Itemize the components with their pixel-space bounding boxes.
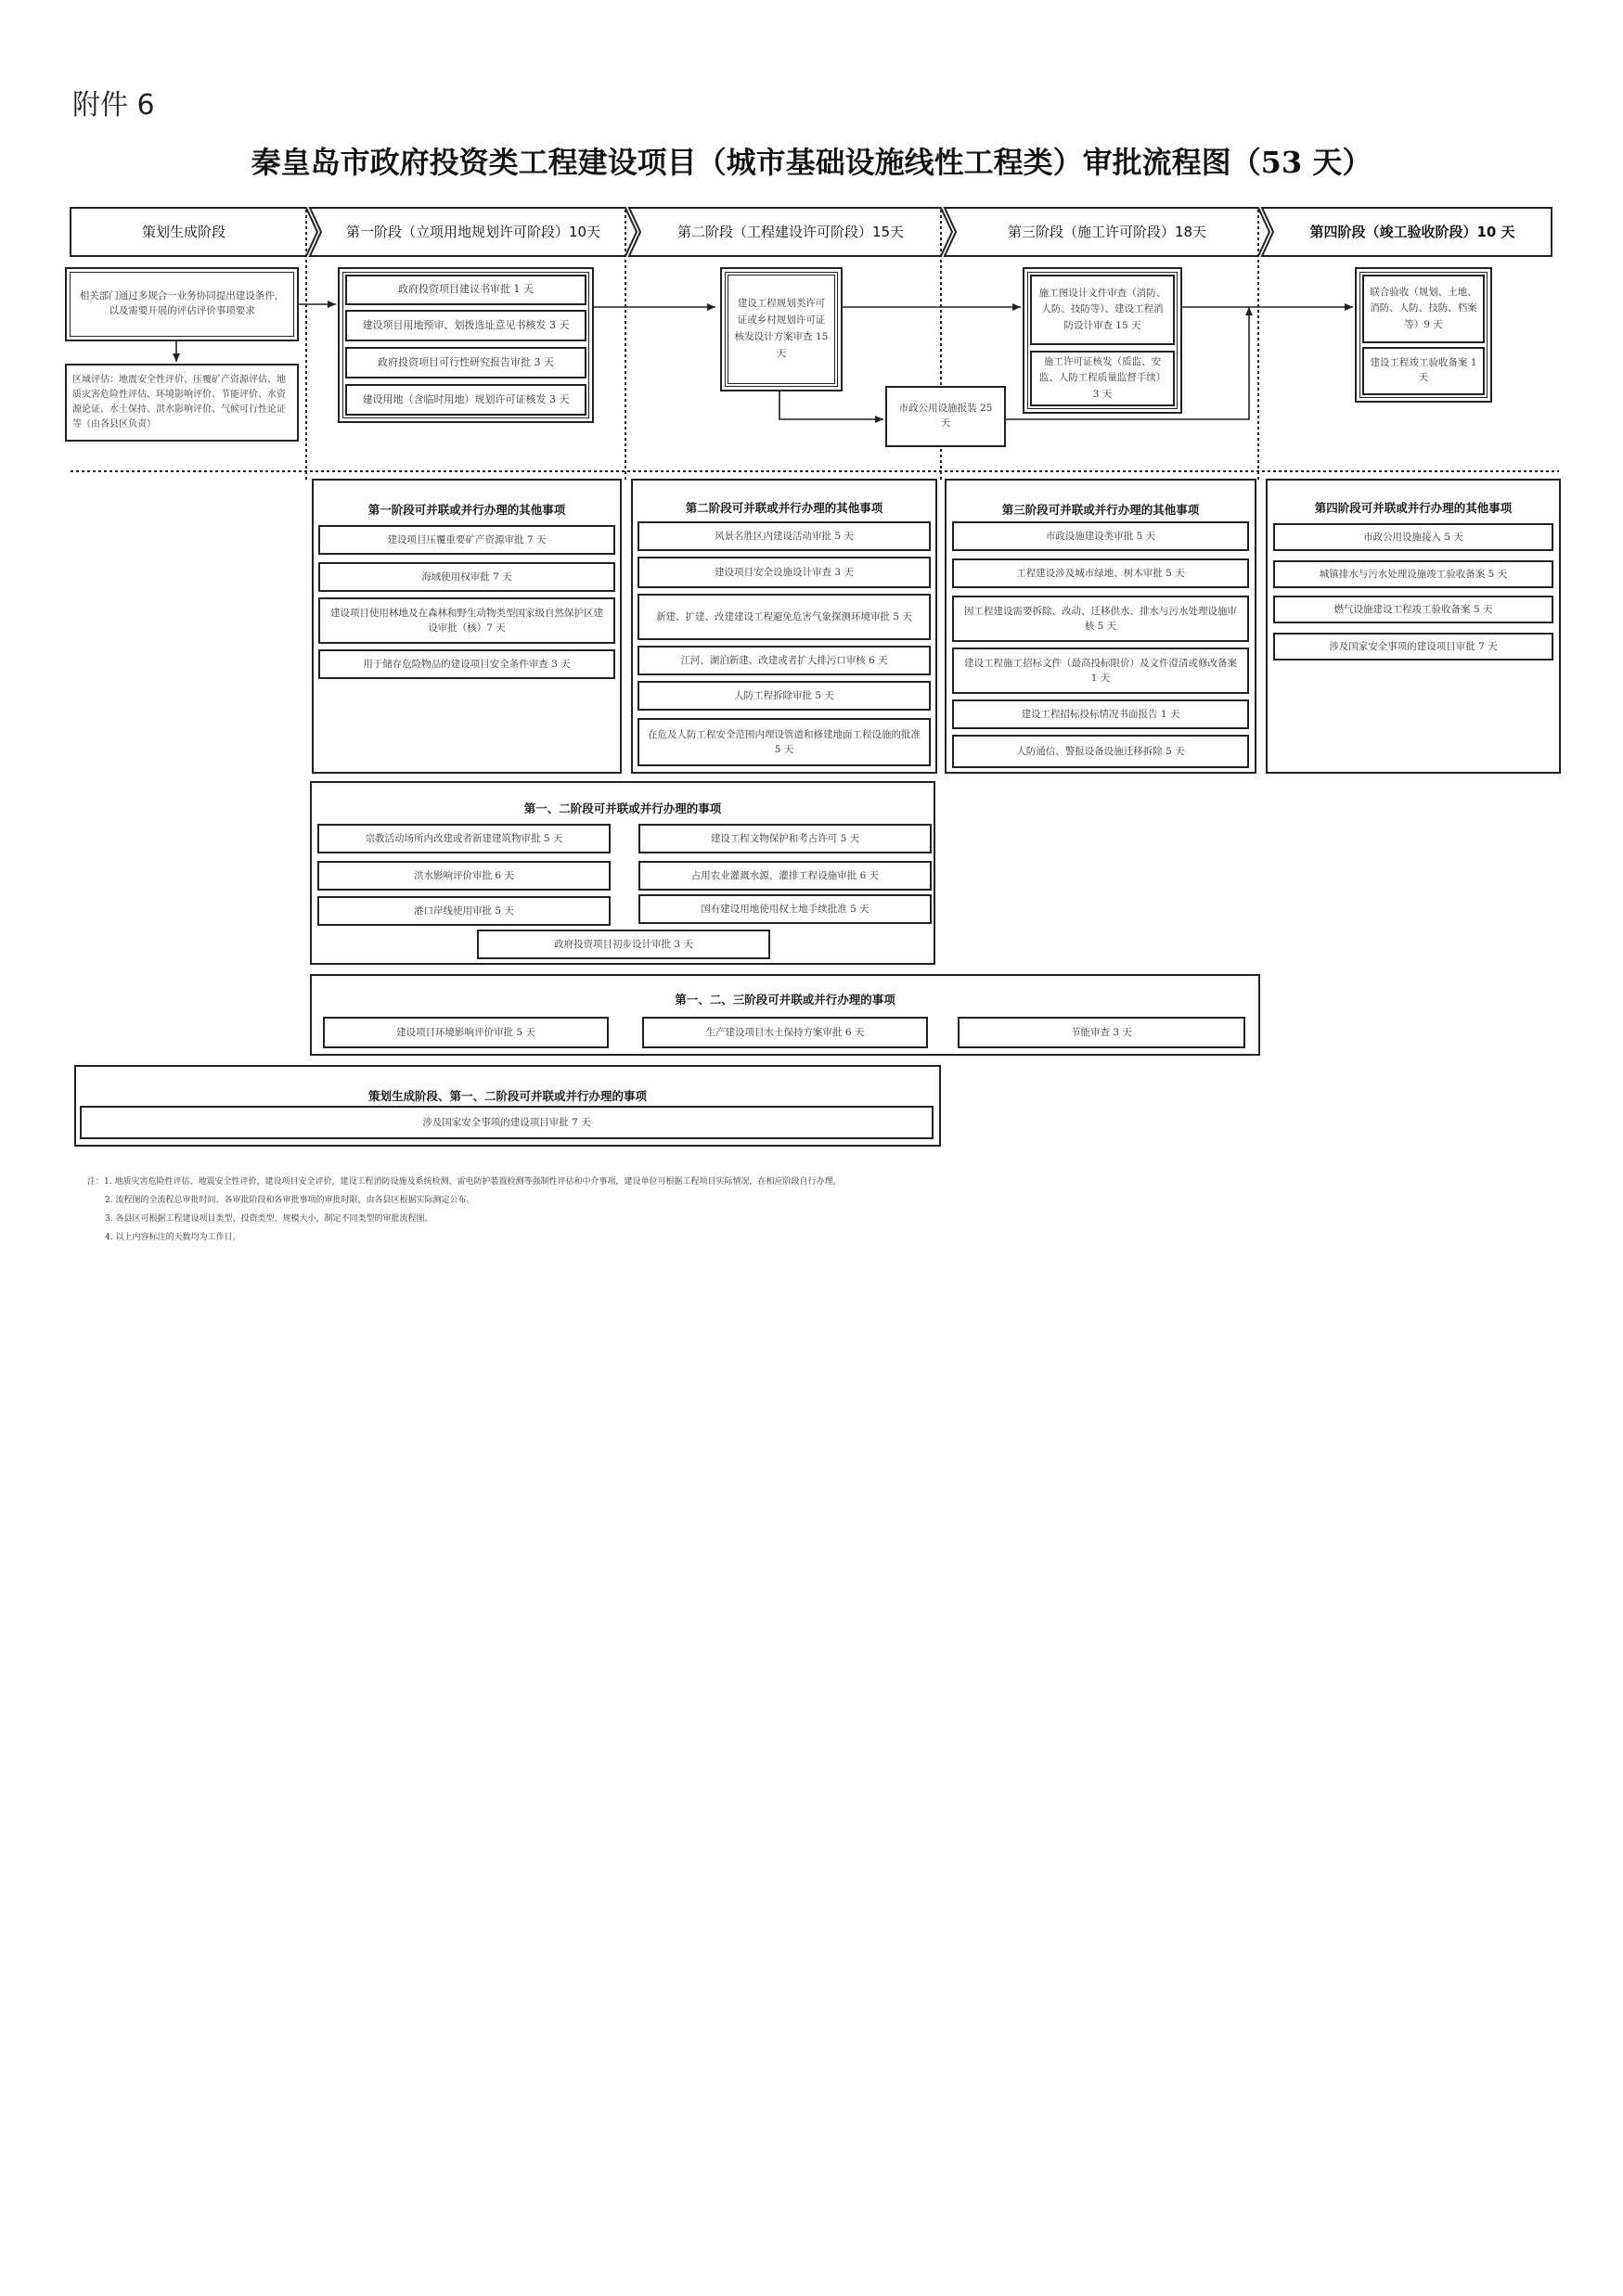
parallel-stage1-panel xyxy=(312,479,622,774)
parallel-item: 涉及国家安全事项的建设项目审批 7 天 xyxy=(1273,633,1553,661)
parallel-item: 市政公用设施接入 5 天 xyxy=(1273,523,1553,551)
panel-title: 第四阶段可并联或并行办理的其他事项 xyxy=(1314,501,1513,515)
stage4-item: 建设工程竣工验收备案 1 天 xyxy=(1362,347,1485,395)
parallel-item: 港口岸线使用审批 5 天 xyxy=(317,896,611,926)
parallel-stage12-panel xyxy=(310,781,935,965)
stage1-item: 政府投资项目建议书审批 1 天 xyxy=(345,275,586,305)
stage2-main-group xyxy=(720,267,843,391)
parallel-item: 用于储存危险物品的建设项目安全条件审查 3 天 xyxy=(318,649,615,679)
stage-label-2: 第二阶段（工程建设许可阶段）15天 xyxy=(676,224,905,240)
parallel-item: 新建、扩建、改建建设工程避免危害气象探测环境审批 5 天 xyxy=(638,594,931,640)
footnote: 2. 流程图的全流程总审批时间、各审批阶段和各审批事项的审批时限，由各县区根据实际测定公布。 xyxy=(105,1196,475,1205)
parallel-item: 建设工程招标投标情况书面报告 1 天 xyxy=(952,699,1249,729)
parallel-item: 建设项目环境影响评价审批 5 天 xyxy=(323,1017,609,1048)
parallel-item: 节能审查 3 天 xyxy=(958,1017,1245,1048)
parallel-item: 人防工程拆除审批 5 天 xyxy=(638,681,931,711)
stage2-main-text: 建设工程规划类许可证或乡村规划许可证核发设计方案审查 15 天 xyxy=(728,275,835,384)
planning-eval-box: 区域评估：地震安全性评价、压覆矿产资源评估、地质灾害危险性评估、环境影响评价、节能评价、水资源论证、水土保持、洪水影响评价、气候可行性论证等（由各县区负责） xyxy=(65,364,299,442)
parallel-item: 城镇排水与污水处理设施竣工验收备案 5 天 xyxy=(1273,560,1553,588)
parallel-item: 在危及人防工程安全范围内埋设管道和修建地面工程设施的批准 5 天 xyxy=(638,718,931,766)
parallel-item: 建设项目使用林地及在森林和野生动物类型国家级自然保护区建设审批（核）7 天 xyxy=(318,597,615,644)
panel-title: 第一、二阶段可并联或并行办理的事项 xyxy=(523,802,722,815)
parallel-stage4-panel xyxy=(1266,479,1561,774)
footnotes xyxy=(87,1173,841,1247)
panel-title: 第三阶段可并联或并行办理的其他事项 xyxy=(1001,503,1200,517)
parallel-item: 因工程建设需要拆除、改动、迁移供水、排水与污水处理设施审核 5 天 xyxy=(952,596,1249,642)
panel-title: 第二阶段可并联或并行办理的其他事项 xyxy=(685,501,883,515)
parallel-item: 燃气设施建设工程竣工验收备案 5 天 xyxy=(1273,596,1553,623)
parallel-stage3-panel xyxy=(945,479,1256,774)
panel-title: 策划生成阶段、第一、二阶段可并联或并行办理的事项 xyxy=(367,1089,647,1103)
parallel-item: 建设项目压覆重要矿产资源审批 7 天 xyxy=(318,525,615,555)
parallel-item: 国有建设用地使用权土地手续批准 5 天 xyxy=(638,894,932,924)
stage-label-4: 第四阶段（竣工验收阶段）10 天 xyxy=(1309,224,1515,240)
stage-label-1: 第一阶段（立项用地规划许可阶段）10天 xyxy=(345,224,601,240)
footnote: 注：1. 地质灾害危险性评估、地震安全性评价，建设项目安全评价，建设工程消防设施及系统检测、雷电防护装置检测等强制性评估和中介事项，建设单位可根据工程项目实际情况，在相应阶段自行办理。 xyxy=(87,1177,842,1186)
stage-label-planning: 策划生成阶段 xyxy=(141,224,225,240)
planning-main-text: 相关部门通过多规合一业务协同提出建设条件，以及需要开展的评估评价事项要求 xyxy=(71,273,293,336)
stage-label-3: 第三阶段（施工许可阶段）18天 xyxy=(1007,224,1207,240)
parallel-item: 风景名胜区内建设活动审批 5 天 xyxy=(638,521,931,551)
parallel-stage123-panel xyxy=(310,974,1260,1056)
parallel-item: 江河、湖泊新建、改建或者扩大排污口审核 6 天 xyxy=(638,646,931,675)
stage1-item: 建设项目用地预审、划拨选址意见书核发 3 天 xyxy=(345,310,586,341)
panel-title: 第一阶段可并联或并行办理的其他事项 xyxy=(367,503,566,517)
footnote: 4. 以上内容标注的天数均为工作日。 xyxy=(105,1233,241,1242)
parallel-item: 生产建设项目水土保持方案审批 6 天 xyxy=(642,1017,928,1048)
parallel-item: 建设工程施工招标文件（最高投标限价）及文件澄清或修改备案 1 天 xyxy=(952,648,1249,694)
parallel-item: 工程建设涉及城市绿地、树木审批 5 天 xyxy=(952,558,1249,588)
stage1-item: 政府投资项目可行性研究报告审批 3 天 xyxy=(345,347,586,378)
parallel-item: 涉及国家安全事项的建设项目审批 7 天 xyxy=(80,1106,934,1139)
parallel-stage2-panel xyxy=(631,479,937,774)
parallel-item: 洪水影响评价审批 6 天 xyxy=(317,861,611,891)
parallel-item: 政府投资项目初步设计审批 3 天 xyxy=(477,930,770,959)
planning-main-box xyxy=(65,267,299,341)
attachment-label: 附件 6 xyxy=(72,89,155,122)
parallel-item: 建设项目安全设施设计审查 3 天 xyxy=(638,557,931,588)
parallel-planning12-panel xyxy=(74,1065,941,1147)
stage4-item: 联合验收（规划、土地、消防、人防、技防、档案等）9 天 xyxy=(1362,275,1485,343)
parallel-item: 占用农业灌溉水源、灌排工程设施审批 6 天 xyxy=(638,861,932,891)
panel-title: 第一、二、三阶段可并联或并行办理的事项 xyxy=(675,993,895,1007)
stage2-utility-box: 市政公用设施报装 25 天 xyxy=(885,386,1006,447)
parallel-item: 宗教活动场所内改建或者新建建筑物审批 5 天 xyxy=(317,824,611,853)
stage1-item: 建设用地（含临时用地）规划许可证核发 3 天 xyxy=(345,384,586,416)
stage3-item: 施工许可证核发（质监、安监、人防工程质量监督手续）3 天 xyxy=(1030,351,1175,406)
stage3-item: 施工图设计文件审查（消防、人防、技防等）、建设工程消防设计审查 15 天 xyxy=(1030,275,1175,345)
parallel-item: 市政设施建设类审批 5 天 xyxy=(952,521,1249,551)
footnote: 3. 各县区可根据工程建设项目类型、投资类型、规模大小，制定不同类型的审批流程图。 xyxy=(105,1214,433,1224)
parallel-item: 人防通信、警报设备设施迁移拆除 5 天 xyxy=(952,735,1249,768)
parallel-item: 建设工程文物保护和考古许可 5 天 xyxy=(638,824,932,853)
parallel-item: 海域使用权审批 7 天 xyxy=(318,562,615,592)
page-title: 秦皇岛市政府投资类工程建设项目（城市基础设施线性工程类）审批流程图（53 天） xyxy=(251,145,1372,180)
